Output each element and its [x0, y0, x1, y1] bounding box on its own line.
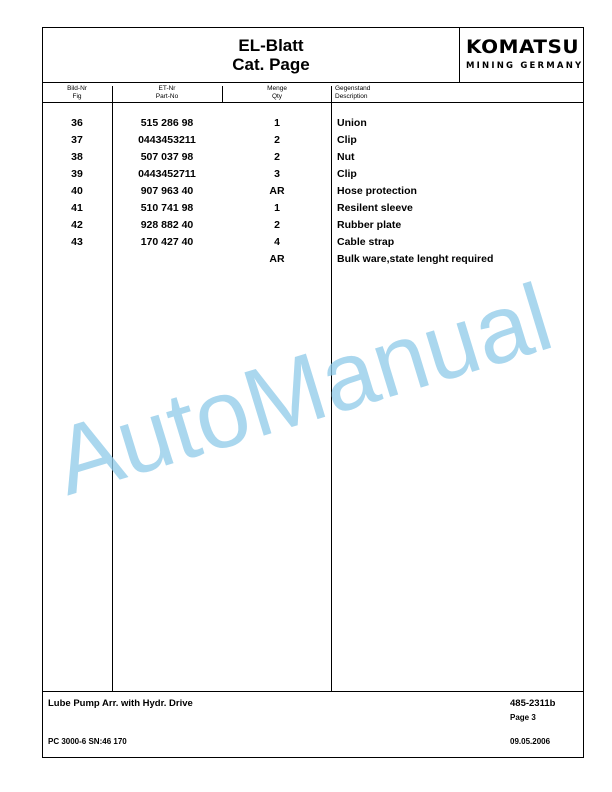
row-quantity: AR — [269, 253, 285, 265]
column-header-fig-de: Bild-Nr — [67, 85, 87, 92]
row-fig: 37 — [71, 134, 83, 146]
row-description: Cable strap — [337, 236, 395, 248]
header-divider — [42, 102, 584, 103]
watermark: AutoManual — [42, 263, 564, 516]
row-description: Hose protection — [337, 185, 417, 197]
drawing-number: 485-2311b — [510, 698, 556, 709]
page-number: Page 3 — [510, 713, 536, 722]
row-description: Nut — [337, 151, 355, 163]
row-part-number: 515 286 98 — [140, 117, 194, 129]
page-title-german: EL-Blatt — [238, 36, 304, 55]
row-fig: 40 — [71, 185, 83, 197]
row-quantity: 2 — [274, 151, 280, 163]
row-part-number: 170 427 40 — [140, 236, 194, 248]
column-header-part — [112, 85, 222, 102]
column-header-desc-de: Gegenstand — [335, 85, 371, 92]
column-header-desc-en: Description — [335, 93, 368, 100]
row-description: Rubber plate — [337, 219, 402, 231]
row-part-number: 507 037 98 — [140, 151, 194, 163]
row-quantity: 2 — [274, 134, 280, 146]
machine-serial: PC 3000-6 SN:46 170 — [48, 737, 127, 746]
column-header-part-de: ET-Nr — [158, 85, 176, 92]
row-fig: 42 — [71, 219, 83, 231]
row-description: Resilent sleeve — [337, 202, 413, 214]
column-header-qty — [222, 85, 332, 102]
row-fig: 38 — [71, 151, 83, 163]
column-header-qty-de: Menge — [267, 85, 287, 92]
row-quantity: AR — [269, 185, 285, 197]
row-quantity: 1 — [274, 202, 280, 214]
row-fig: 36 — [71, 117, 83, 129]
row-fig: 39 — [71, 168, 83, 180]
row-part-number: 0443453211 — [138, 134, 196, 146]
logo-wordmark: KOMATSU — [466, 36, 580, 58]
row-quantity: 1 — [274, 117, 280, 129]
row-fig: 41 — [71, 202, 83, 214]
row-description: Clip — [337, 168, 357, 180]
row-description: Clip — [337, 134, 357, 146]
row-fig: 43 — [71, 236, 83, 248]
row-part-number: 0443452711 — [138, 168, 196, 180]
column-header-qty-en: Qty — [271, 93, 283, 100]
assembly-title: Lube Pump Arr. with Hydr. Drive — [48, 698, 193, 709]
column-header-fig-en: Fig — [72, 93, 82, 100]
page-title-english: Cat. Page — [232, 55, 310, 74]
column-header-fig — [42, 85, 112, 102]
row-part-number: 510 741 98 — [140, 202, 194, 214]
column-divider-part — [222, 86, 223, 102]
row-quantity: 2 — [274, 219, 280, 231]
row-part-number: 928 882 40 — [140, 219, 194, 231]
issue-date: 09.05.2006 — [510, 737, 551, 746]
row-description: Bulk ware,state lenght required — [337, 253, 494, 265]
logo-subtitle: MINING GERMANY — [466, 61, 584, 71]
column-header-part-en: Part-No — [155, 93, 179, 100]
row-description: Union — [337, 117, 367, 129]
row-quantity: 4 — [274, 236, 280, 248]
row-quantity: 3 — [274, 168, 280, 180]
row-part-number: 907 963 40 — [140, 185, 194, 197]
column-header-desc — [335, 85, 535, 102]
